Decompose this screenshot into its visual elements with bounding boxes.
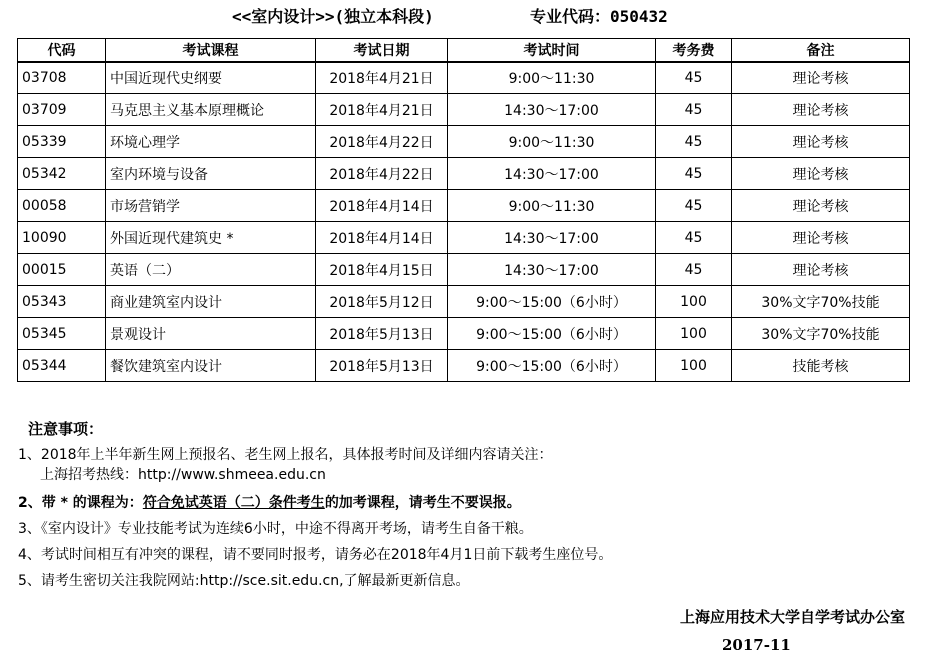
column-header-date: 考试日期 [316, 39, 448, 62]
note-item-3: 3、《室内设计》专业技能考试为连续6小时，中途不得离开考场，请考生自备干粮。 [18, 521, 533, 537]
cell-code: 00015 [18, 254, 106, 286]
note-item-2-underlined: 符合免试英语（二）条件考生 [142, 495, 325, 511]
cell-note: 理论考核 [732, 62, 910, 94]
cell-code: 10090 [18, 222, 106, 254]
cell-note: 技能考核 [732, 350, 910, 382]
table-row [18, 350, 910, 382]
note-item-2 [18, 490, 918, 516]
cell-time: 9:00～11:30 [448, 62, 656, 94]
notes-section [18, 416, 918, 594]
cell-course: 英语（二） [106, 254, 316, 286]
cell-course: 景观设计 [106, 318, 316, 350]
note-item-5: 5、请考生密切关注我院网站:http://sce.sit.edu.cn,了解最新更新信息。 [18, 573, 470, 589]
cell-time: 9:00～15:00（6小时） [448, 318, 656, 350]
cell-fee: 45 [656, 254, 732, 286]
cell-code: 03709 [18, 94, 106, 126]
cell-course: 商业建筑室内设计 [106, 286, 316, 318]
cell-date: 2018年5月13日 [316, 318, 448, 350]
cell-fee: 45 [656, 190, 732, 222]
column-header-time: 考试时间 [448, 39, 656, 62]
cell-date: 2018年4月22日 [316, 158, 448, 190]
cell-fee: 45 [656, 158, 732, 190]
cell-time: 9:00～11:30 [448, 126, 656, 158]
cell-fee: 100 [656, 350, 732, 382]
cell-course: 外国近现代建筑史 * [106, 222, 316, 254]
document-title [0, 4, 927, 30]
table-row [18, 94, 910, 126]
note-item-2-prefix: 2、带 * 的课程为： [18, 495, 143, 511]
cell-date: 2018年4月14日 [316, 190, 448, 222]
column-header-code: 代码 [18, 39, 106, 62]
table-row [18, 62, 910, 94]
cell-note: 理论考核 [732, 190, 910, 222]
cell-note: 理论考核 [732, 158, 910, 190]
note-item-1: 1、2018年上半年新生网上预报名、老生网上报名，具体报考时间及详细内容请关注： [18, 447, 553, 463]
cell-note: 理论考核 [732, 222, 910, 254]
cell-course: 室内环境与设备 [106, 158, 316, 190]
cell-time: 14:30～17:00 [448, 158, 656, 190]
cell-note: 理论考核 [732, 126, 910, 158]
table-header-row [18, 39, 910, 62]
note-item-4: 4、考试时间相互有冲突的课程，请不要同时报考，请务必在2018年4月1日前下载考生座位号。 [18, 547, 613, 563]
column-header-fee: 考务费 [656, 39, 732, 62]
cell-course: 马克思主义基本原理概论 [106, 94, 316, 126]
table-row [18, 158, 910, 190]
table-row [18, 190, 910, 222]
notes-heading: 注意事项： [28, 420, 104, 438]
cell-fee: 45 [656, 94, 732, 126]
cell-fee: 45 [656, 62, 732, 94]
cell-time: 14:30～17:00 [448, 222, 656, 254]
table-row [18, 126, 910, 158]
cell-date: 2018年5月12日 [316, 286, 448, 318]
cell-date: 2018年4月22日 [316, 126, 448, 158]
note-item-2-suffix: 的加考课程，请考生不要误报。 [324, 495, 521, 511]
program-title: <<室内设计>>(独立本科段) [232, 7, 434, 26]
cell-fee: 45 [656, 222, 732, 254]
exam-schedule-table [17, 38, 910, 382]
cell-code: 05344 [18, 350, 106, 382]
cell-code: 05339 [18, 126, 106, 158]
cell-date: 2018年4月21日 [316, 94, 448, 126]
cell-course: 市场营销学 [106, 190, 316, 222]
table-row [18, 222, 910, 254]
cell-date: 2018年4月14日 [316, 222, 448, 254]
cell-note: 理论考核 [732, 94, 910, 126]
table-row [18, 254, 910, 286]
cell-date: 2018年5月13日 [316, 350, 448, 382]
cell-course: 环境心理学 [106, 126, 316, 158]
cell-code: 05342 [18, 158, 106, 190]
column-header-note: 备注 [732, 39, 910, 62]
cell-date: 2018年4月21日 [316, 62, 448, 94]
cell-time: 14:30～17:00 [448, 254, 656, 286]
cell-code: 00058 [18, 190, 106, 222]
cell-fee: 100 [656, 318, 732, 350]
cell-time: 9:00～11:30 [448, 190, 656, 222]
cell-code: 03708 [18, 62, 106, 94]
cell-time: 9:00～15:00（6小时） [448, 286, 656, 318]
table-body [18, 62, 910, 382]
cell-fee: 45 [656, 126, 732, 158]
table-row [18, 318, 910, 350]
cell-note: 30%文字70%技能 [732, 286, 910, 318]
note-item-1-hotline: 上海招考热线：http://www.shmeea.edu.cn [40, 467, 326, 483]
cell-note: 30%文字70%技能 [732, 318, 910, 350]
cell-date: 2018年4月15日 [316, 254, 448, 286]
cell-time: 9:00～15:00（6小时） [448, 350, 656, 382]
cell-code: 05345 [18, 318, 106, 350]
cell-course: 中国近现代史纲要 [106, 62, 316, 94]
cell-fee: 100 [656, 286, 732, 318]
column-header-course: 考试课程 [106, 39, 316, 62]
table-row [18, 286, 910, 318]
program-code: 专业代码：050432 [530, 7, 668, 26]
cell-course: 餐饮建筑室内设计 [106, 350, 316, 382]
issue-date: 2017-11 [722, 636, 791, 654]
cell-code: 05343 [18, 286, 106, 318]
cell-time: 14:30～17:00 [448, 94, 656, 126]
issuing-office: 上海应用技术大学自学考试办公室 [679, 608, 905, 626]
cell-note: 理论考核 [732, 254, 910, 286]
